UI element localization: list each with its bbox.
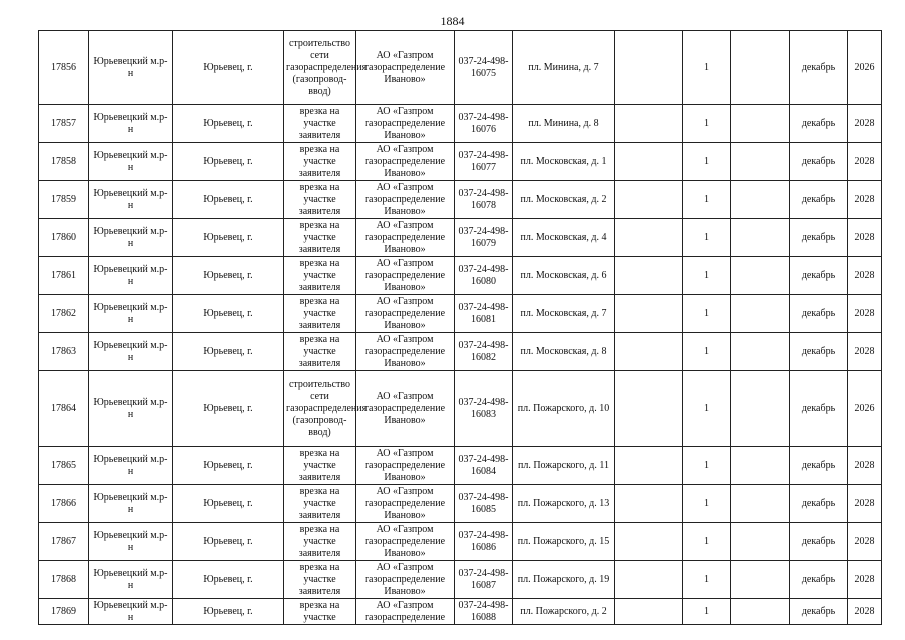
work-type-cell: строительство сети газораспределения (газопровод-ввод): [284, 371, 356, 447]
table-row: [39, 599, 882, 625]
work-type-cell: врезка на участке заявителя: [284, 447, 356, 485]
object-code-cell: 037-24-498-16085: [455, 485, 513, 523]
year-cell: 2028: [848, 105, 882, 143]
work-type-cell: врезка на участке заявителя: [284, 181, 356, 219]
district-cell: Юрьевецкий м.р-н: [89, 143, 173, 181]
quantity-cell: 1: [683, 371, 731, 447]
month-cell: декабрь: [790, 447, 848, 485]
quantity-cell: 1: [683, 219, 731, 257]
organization-cell: АО «Газпром газораспределение Иваново»: [356, 523, 455, 561]
empty-cell: [731, 143, 790, 181]
district-cell: Юрьевецкий м.р-н: [89, 599, 173, 625]
organization-cell: АО «Газпром газораспределение Иваново»: [356, 181, 455, 219]
row-number-cell: 17861: [39, 257, 89, 295]
empty-cell: [731, 485, 790, 523]
month-cell: декабрь: [790, 257, 848, 295]
empty-cell: [731, 599, 790, 625]
row-number-cell: 17864: [39, 371, 89, 447]
organization-cell: АО «Газпром газораспределение Иваново»: [356, 31, 455, 105]
address-cell: пл. Пожарского, д. 10: [513, 371, 615, 447]
quantity-cell: 1: [683, 31, 731, 105]
year-cell: 2028: [848, 295, 882, 333]
town-cell: Юрьевец, г.: [173, 295, 284, 333]
quantity-cell: 1: [683, 105, 731, 143]
district-cell: Юрьевецкий м.р-н: [89, 295, 173, 333]
row-number-cell: 17860: [39, 219, 89, 257]
district-cell: Юрьевецкий м.р-н: [89, 523, 173, 561]
empty-cell: [731, 333, 790, 371]
year-cell: 2028: [848, 181, 882, 219]
object-code-cell: 037-24-498-16086: [455, 523, 513, 561]
table-row: [39, 31, 882, 105]
work-type-cell: врезка на участке заявителя: [284, 485, 356, 523]
organization-cell: АО «Газпром газораспределение Иваново»: [356, 485, 455, 523]
address-cell: пл. Минина, д. 7: [513, 31, 615, 105]
table-row: [39, 105, 882, 143]
object-code-cell: 037-24-498-16084: [455, 447, 513, 485]
quantity-cell: 1: [683, 257, 731, 295]
town-cell: Юрьевец, г.: [173, 219, 284, 257]
address-cell: пл. Пожарского, д. 15: [513, 523, 615, 561]
empty-cell: [615, 105, 683, 143]
empty-cell: [615, 333, 683, 371]
address-cell: пл. Московская, д. 1: [513, 143, 615, 181]
table-row: [39, 485, 882, 523]
address-cell: пл. Пожарского, д. 13: [513, 485, 615, 523]
empty-cell: [731, 31, 790, 105]
quantity-cell: 1: [683, 599, 731, 625]
empty-cell: [731, 523, 790, 561]
district-cell: Юрьевецкий м.р-н: [89, 257, 173, 295]
empty-cell: [615, 31, 683, 105]
address-cell: пл. Московская, д. 6: [513, 257, 615, 295]
year-cell: 2028: [848, 333, 882, 371]
table-row: [39, 561, 882, 599]
row-number-cell: 17866: [39, 485, 89, 523]
empty-cell: [615, 485, 683, 523]
address-cell: пл. Пожарского, д. 11: [513, 447, 615, 485]
object-code-cell: 037-24-498-16088: [455, 599, 513, 625]
town-cell: Юрьевец, г.: [173, 523, 284, 561]
work-type-cell: врезка на участке заявителя: [284, 523, 356, 561]
row-number-cell: 17869: [39, 599, 89, 625]
organization-cell: АО «Газпром газораспределение Иваново»: [356, 257, 455, 295]
table-row: [39, 371, 882, 447]
year-cell: 2028: [848, 485, 882, 523]
row-number-cell: 17859: [39, 181, 89, 219]
district-cell: Юрьевецкий м.р-н: [89, 561, 173, 599]
empty-cell: [615, 561, 683, 599]
town-cell: Юрьевец, г.: [173, 181, 284, 219]
year-cell: 2028: [848, 561, 882, 599]
row-number-cell: 17867: [39, 523, 89, 561]
town-cell: Юрьевец, г.: [173, 143, 284, 181]
empty-cell: [731, 181, 790, 219]
year-cell: 2028: [848, 257, 882, 295]
object-code-cell: 037-24-498-16083: [455, 371, 513, 447]
work-type-cell: врезка на участке заявителя: [284, 561, 356, 599]
organization-cell: АО «Газпром газораспределение Иваново»: [356, 371, 455, 447]
town-cell: Юрьевец, г.: [173, 257, 284, 295]
town-cell: Юрьевец, г.: [173, 105, 284, 143]
object-code-cell: 037-24-498-16076: [455, 105, 513, 143]
quantity-cell: 1: [683, 561, 731, 599]
month-cell: декабрь: [790, 143, 848, 181]
table-body: [39, 31, 882, 625]
quantity-cell: 1: [683, 181, 731, 219]
quantity-cell: 1: [683, 333, 731, 371]
work-type-cell: врезка на участке заявителя: [284, 333, 356, 371]
month-cell: декабрь: [790, 485, 848, 523]
month-cell: декабрь: [790, 333, 848, 371]
work-type-cell: врезка на участке заявителя: [284, 295, 356, 333]
empty-cell: [731, 295, 790, 333]
town-cell: Юрьевец, г.: [173, 599, 284, 625]
town-cell: Юрьевец, г.: [173, 561, 284, 599]
quantity-cell: 1: [683, 485, 731, 523]
organization-cell: АО «Газпром газораспределение Иваново»: [356, 561, 455, 599]
row-number-cell: 17856: [39, 31, 89, 105]
empty-cell: [615, 143, 683, 181]
object-code-cell: 037-24-498-16078: [455, 181, 513, 219]
quantity-cell: 1: [683, 523, 731, 561]
empty-cell: [731, 257, 790, 295]
town-cell: Юрьевец, г.: [173, 447, 284, 485]
month-cell: декабрь: [790, 523, 848, 561]
organization-cell: АО «Газпром газораспределение Иваново»: [356, 219, 455, 257]
town-cell: Юрьевец, г.: [173, 31, 284, 105]
empty-cell: [731, 219, 790, 257]
town-cell: Юрьевец, г.: [173, 371, 284, 447]
month-cell: декабрь: [790, 599, 848, 625]
organization-cell: АО «Газпром газораспределение: [356, 599, 455, 625]
month-cell: декабрь: [790, 371, 848, 447]
empty-cell: [731, 447, 790, 485]
district-cell: Юрьевецкий м.р-н: [89, 447, 173, 485]
object-code-cell: 037-24-498-16082: [455, 333, 513, 371]
table-row: [39, 295, 882, 333]
month-cell: декабрь: [790, 105, 848, 143]
empty-cell: [615, 295, 683, 333]
object-code-cell: 037-24-498-16080: [455, 257, 513, 295]
district-cell: Юрьевецкий м.р-н: [89, 371, 173, 447]
table-row: [39, 181, 882, 219]
organization-cell: АО «Газпром газораспределение Иваново»: [356, 295, 455, 333]
table-row: [39, 257, 882, 295]
district-cell: Юрьевецкий м.р-н: [89, 181, 173, 219]
object-code-cell: 037-24-498-16079: [455, 219, 513, 257]
gas-connection-table: [38, 30, 882, 625]
organization-cell: АО «Газпром газораспределение Иваново»: [356, 143, 455, 181]
address-cell: пл. Московская, д. 7: [513, 295, 615, 333]
town-cell: Юрьевец, г.: [173, 485, 284, 523]
year-cell: 2028: [848, 599, 882, 625]
quantity-cell: 1: [683, 447, 731, 485]
object-code-cell: 037-24-498-16081: [455, 295, 513, 333]
work-type-cell: врезка на участке заявителя: [284, 143, 356, 181]
page-number: 1884: [440, 14, 465, 28]
work-type-cell: врезка на участке заявителя: [284, 257, 356, 295]
address-cell: пл. Пожарского, д. 19: [513, 561, 615, 599]
year-cell: 2026: [848, 31, 882, 105]
empty-cell: [615, 257, 683, 295]
organization-cell: АО «Газпром газораспределение Иваново»: [356, 333, 455, 371]
table-row: [39, 219, 882, 257]
row-number-cell: 17858: [39, 143, 89, 181]
address-cell: пл. Московская, д. 8: [513, 333, 615, 371]
table-row: [39, 523, 882, 561]
district-cell: Юрьевецкий м.р-н: [89, 485, 173, 523]
empty-cell: [615, 447, 683, 485]
quantity-cell: 1: [683, 143, 731, 181]
empty-cell: [615, 181, 683, 219]
table-row: [39, 143, 882, 181]
address-cell: пл. Московская, д. 2: [513, 181, 615, 219]
empty-cell: [615, 219, 683, 257]
work-type-cell: врезка на участке заявителя: [284, 219, 356, 257]
object-code-cell: 037-24-498-16077: [455, 143, 513, 181]
table-row: [39, 447, 882, 485]
month-cell: декабрь: [790, 295, 848, 333]
address-cell: пл. Пожарского, д. 2: [513, 599, 615, 625]
work-type-cell: строительство сети газораспределения (газопровод-ввод): [284, 31, 356, 105]
work-type-cell: врезка на участке заявителя: [284, 105, 356, 143]
district-cell: Юрьевецкий м.р-н: [89, 333, 173, 371]
district-cell: Юрьевецкий м.р-н: [89, 31, 173, 105]
year-cell: 2026: [848, 371, 882, 447]
town-cell: Юрьевец, г.: [173, 333, 284, 371]
row-number-cell: 17857: [39, 105, 89, 143]
object-code-cell: 037-24-498-16075: [455, 31, 513, 105]
quantity-cell: 1: [683, 295, 731, 333]
row-number-cell: 17863: [39, 333, 89, 371]
empty-cell: [615, 523, 683, 561]
row-number-cell: 17865: [39, 447, 89, 485]
row-number-cell: 17862: [39, 295, 89, 333]
month-cell: декабрь: [790, 561, 848, 599]
empty-cell: [615, 371, 683, 447]
empty-cell: [731, 105, 790, 143]
table-row: [39, 333, 882, 371]
empty-cell: [731, 371, 790, 447]
address-cell: пл. Московская, д. 4: [513, 219, 615, 257]
district-cell: Юрьевецкий м.р-н: [89, 105, 173, 143]
organization-cell: АО «Газпром газораспределение Иваново»: [356, 447, 455, 485]
row-number-cell: 17868: [39, 561, 89, 599]
month-cell: декабрь: [790, 31, 848, 105]
year-cell: 2028: [848, 143, 882, 181]
object-code-cell: 037-24-498-16087: [455, 561, 513, 599]
year-cell: 2028: [848, 523, 882, 561]
address-cell: пл. Минина, д. 8: [513, 105, 615, 143]
work-type-cell: врезка на участке: [284, 599, 356, 625]
month-cell: декабрь: [790, 219, 848, 257]
organization-cell: АО «Газпром газораспределение Иваново»: [356, 105, 455, 143]
empty-cell: [615, 599, 683, 625]
year-cell: 2028: [848, 219, 882, 257]
district-cell: Юрьевецкий м.р-н: [89, 219, 173, 257]
year-cell: 2028: [848, 447, 882, 485]
empty-cell: [731, 561, 790, 599]
month-cell: декабрь: [790, 181, 848, 219]
